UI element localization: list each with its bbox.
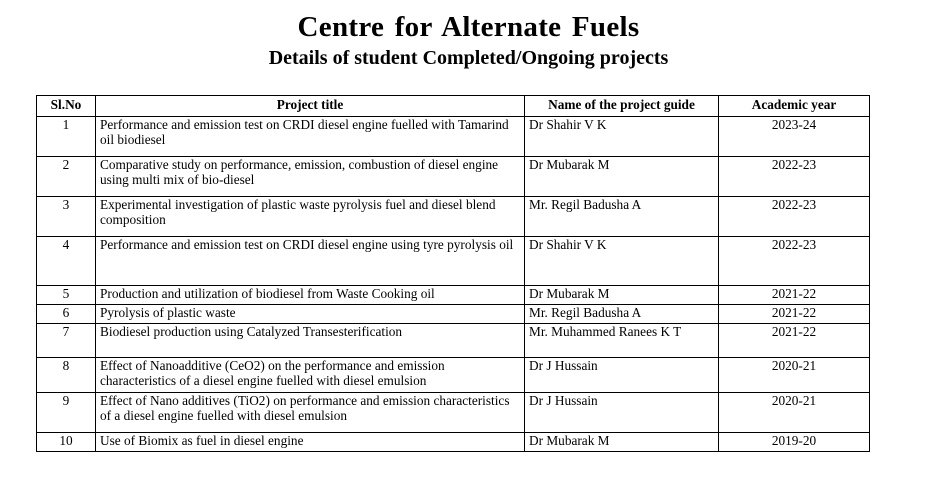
cell-project-title: Performance and emission test on CRDI diesel engine fuelled with Tamarind oil biodiesel	[96, 117, 525, 157]
projects-table	[36, 95, 870, 452]
cell-project-title: Pyrolysis of plastic waste	[96, 305, 525, 324]
cell-project-guide: Mr. Muhammed Ranees K T	[525, 324, 719, 358]
cell-slno: 6	[37, 305, 96, 324]
cell-project-guide: Dr Mubarak M	[525, 433, 719, 452]
cell-academic-year: 2020-21	[719, 358, 870, 393]
cell-academic-year: 2022-23	[719, 237, 870, 286]
cell-project-title: Performance and emission test on CRDI diesel engine using tyre pyrolysis oil	[96, 237, 525, 286]
cell-academic-year: 2021-22	[719, 305, 870, 324]
page-title: Centre for Alternate Fuels	[297, 11, 640, 43]
cell-project-guide: Dr Shahir V K	[525, 237, 719, 286]
cell-slno: 9	[37, 393, 96, 433]
table-row	[37, 393, 870, 433]
cell-academic-year: 2023-24	[719, 117, 870, 157]
cell-academic-year: 2019-20	[719, 433, 870, 452]
table-row	[37, 358, 870, 393]
column-header-academic-year: Academic year	[719, 96, 870, 117]
cell-project-title: Comparative study on performance, emission, combustion of diesel engine using multi mix of bio-diesel	[96, 157, 525, 197]
page-subtitle: Details of student Completed/Ongoing projects	[268, 47, 669, 69]
cell-project-title: Experimental investigation of plastic waste pyrolysis fuel and diesel blend composition	[96, 197, 525, 237]
table-row	[37, 305, 870, 324]
cell-project-title: Use of Biomix as fuel in diesel engine	[96, 433, 525, 452]
cell-project-title: Effect of Nano additives (TiO2) on performance and emission characteristics of a diesel engine fuelled with diesel emulsion	[96, 393, 525, 433]
cell-project-guide: Dr J Hussain	[525, 358, 719, 393]
cell-project-guide: Mr. Regil Badusha A	[525, 197, 719, 237]
cell-slno: 2	[37, 157, 96, 197]
cell-project-guide: Dr Mubarak M	[525, 286, 719, 305]
cell-academic-year: 2022-23	[719, 157, 870, 197]
cell-academic-year: 2021-22	[719, 286, 870, 305]
cell-slno: 1	[37, 117, 96, 157]
cell-slno: 5	[37, 286, 96, 305]
table-row	[37, 286, 870, 305]
column-header-project-title: Project title	[96, 96, 525, 117]
table-row	[37, 324, 870, 358]
table-row	[37, 237, 870, 286]
column-header-project-guide: Name of the project guide	[525, 96, 719, 117]
column-header-slno: Sl.No	[37, 96, 96, 117]
cell-slno: 3	[37, 197, 96, 237]
cell-academic-year: 2022-23	[719, 197, 870, 237]
cell-slno: 8	[37, 358, 96, 393]
table-row	[37, 117, 870, 157]
table-row	[37, 197, 870, 237]
cell-slno: 10	[37, 433, 96, 452]
cell-project-guide: Dr Mubarak M	[525, 157, 719, 197]
cell-project-guide: Dr Shahir V K	[525, 117, 719, 157]
cell-academic-year: 2020-21	[719, 393, 870, 433]
table-header-row	[37, 96, 870, 117]
cell-project-guide: Dr J Hussain	[525, 393, 719, 433]
table-row	[37, 157, 870, 197]
cell-project-title: Biodiesel production using Catalyzed Transesterification	[96, 324, 525, 358]
cell-slno: 7	[37, 324, 96, 358]
cell-academic-year: 2021-22	[719, 324, 870, 358]
cell-project-title: Production and utilization of biodiesel from Waste Cooking oil	[96, 286, 525, 305]
cell-project-guide: Mr. Regil Badusha A	[525, 305, 719, 324]
cell-project-title: Effect of Nanoadditive (CeO2) on the performance and emission characteristics of a diesel engine fuelled with diesel emulsion	[96, 358, 525, 393]
table-row	[37, 433, 870, 452]
cell-slno: 4	[37, 237, 96, 286]
